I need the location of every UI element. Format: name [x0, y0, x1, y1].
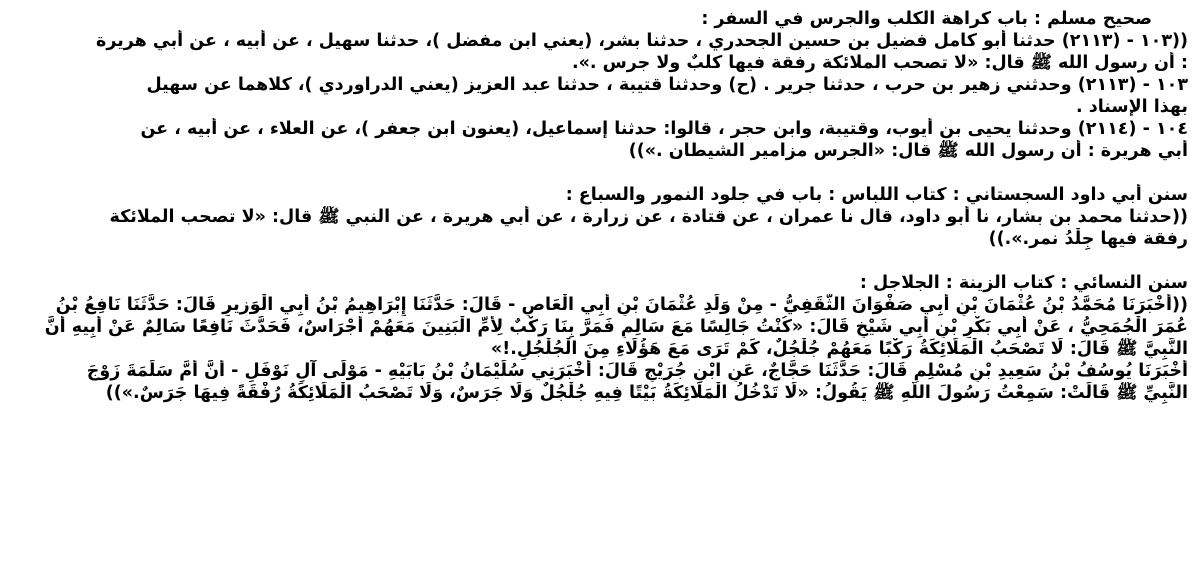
text-line: ((١٠٣ - (٢١١٣) حدثنا أبو كامل فضيل بن حسين الجحدري ، حدثنا بشر، (يعني ابن مفضل )، حدثنا سهيل ، عن أبيه ، عن أبي هريرة [96, 31, 1188, 51]
section-heading: صحيح مسلم : باب كراهة الكلب والجرس في السفر : [701, 9, 1152, 29]
section-sahih-muslim [20, 8, 1188, 162]
text-line: ((أَخْبَرَنَا مُحَمَّدُ بْنُ عُثْمَانَ بْنِ أَبِي صَفْوَانَ الثَّقَفِيُّ - مِنْ وَلَدِ عُثْمَانَ بْنِ أَبِي الْعَاصِ - قَالَ: حَدَّثَنَا إِبْرَاهِيمُ بْنُ أَبِي الْوَزِيرِ قَالَ: حَدَّثَنَا نَافِعُ بْنُ [55, 295, 1188, 315]
text-line: ١٠٤ - (٢١١٤) وحدثنا يحيى بن أيوب، وقتيبة، وابن حجر ، قالوا: حدثنا إسماعيل، (يعنون ابن جعفر )، عن العلاء ، عن أبيه ، عن [140, 119, 1188, 139]
section-sunan-abi-dawud [20, 184, 1188, 250]
text-line: ١٠٣ - (٢١١٣) وحدثني زهير بن حرب ، حدثنا جرير . (ح) وحدثنا قتيبة ، حدثنا عبد العزيز (يعني الدراوردي )، كلاهما عن سهيل [146, 75, 1188, 95]
text-line: أبي هريرة : أن رسول الله ﷺ قال: «الجرس مزامير الشيطان .»)) [628, 141, 1188, 161]
text-line: : أن رسول الله ﷺ قال: «لا تصحب الملائكة رفقة فيها كلبٌ ولا جرس .». [571, 53, 1188, 73]
text-line: ((حدثنا محمد بن بشار، نا أبو داود، قال نا عمران ، عن قتادة ، عن زرارة ، عن أبي هريرة ، عن النبي ﷺ قال: «لا تصحب الملائكة [109, 207, 1188, 227]
text-line: رفقة فيها جِلْدُ نمر.».)) [988, 229, 1188, 249]
section-sunan-nasai [20, 272, 1188, 404]
text-line: عُمَرَ الْجُمَحِيُّ ، عَنْ أَبِي بَكْرِ بْنِ أَبِي شَيْخٍ قَالَ: «كُنْتُ جَالِسًا مَعَ سَالِمٍ فَمَرَّ بِنَا رَكْبٌ لِأُمِّ الْبَنِينَ مَعَهُمْ أَجْرَاسٌ، فَحَدَّثَ نَافِعًا سَالِمٌ عَنْ أَبِيهِ أَنَّ [44, 317, 1188, 337]
section-heading: سنن النسائي : كتاب الزينة : الجلاجل : [859, 273, 1188, 293]
text-line: النَّبِيَّ ﷺ قَالَ: لَا تَصْحَبُ الْمَلَائِكَةُ رَكْبًا مَعَهُمْ جُلْجُلٌ، كَمْ تَرَى مَعَ هَؤُلَاءِ مِنَ الْجُلْجُلِ.!» [490, 339, 1188, 359]
section-heading: سنن أبي داود السجستاني : كتاب اللباس : باب في جلود النمور والسباع : [565, 185, 1188, 205]
text-line: أَخْبَرَنَا يُوسُفُ بْنُ سَعِيدِ بْنِ مُسْلِمٍ قَالَ: حَدَّثَنَا حَجَّاجٌ، عَنِ ابْنِ جُرَيْجٍ قَالَ: أَخْبَرَنِي سُلَيْمَانُ بْنُ بَابَيْهِ - مَوْلَى آلِ نَوْفَلٍ - أَنَّ أُمَّ سَلَمَةَ زَوْجَ [86, 361, 1188, 381]
text-line: النَّبِيِّ ﷺ قَالَتْ: سَمِعْتُ رَسُولَ اللَّهِ ﷺ يَقُولُ: «لَا تَدْخُلُ الْمَلَائِكَةُ بَيْتًا فِيهِ جُلْجُلٌ وَلَا جَرَسٌ، وَلَا تَصْحَبُ الْمَلَائِكَةُ رُفْقَةً فِيهَا جَرَسٌ.»)) [105, 383, 1188, 403]
section-spacer [20, 162, 1188, 184]
section-spacer [20, 250, 1188, 272]
text-line: بهذا الإسناد . [1076, 97, 1188, 117]
